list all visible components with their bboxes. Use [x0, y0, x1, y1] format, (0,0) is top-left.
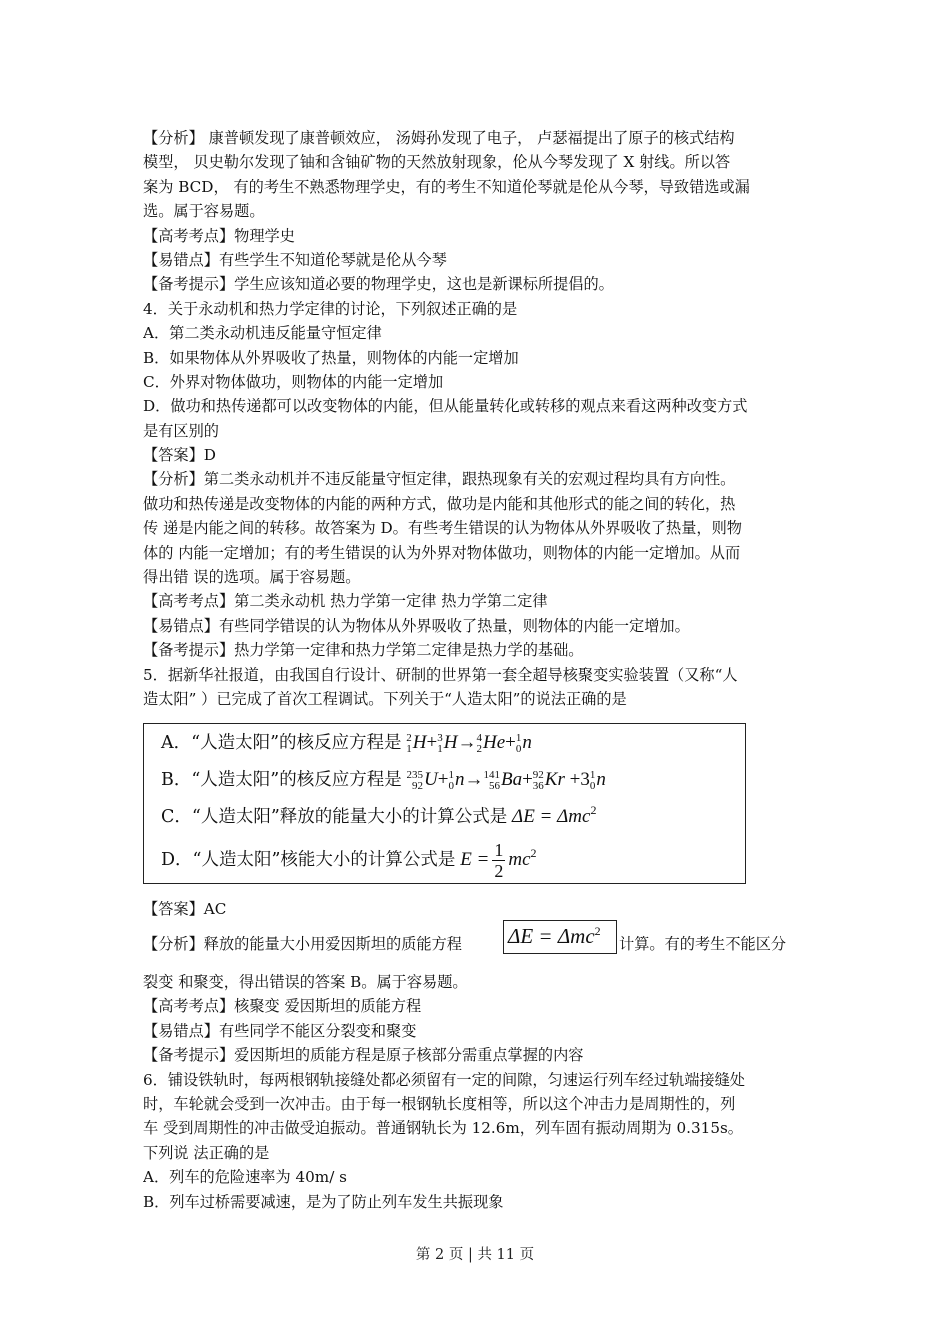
text-line: 【备考提示】爱因斯坦的质能方程是原子核部分需重点掌握的内容 [143, 1046, 584, 1065]
text-line: 【易错点】有些同学错误的认为物体从外界吸收了热量，则物体的内能一定增加。 [143, 616, 690, 635]
text-line: 【分析】第二类永动机并不违反能量守恒定律，跟热现象有关的宏观过程均具有方向性。 [143, 470, 736, 489]
inline-formula-box: ΔE = Δmc$^2$ [503, 920, 617, 954]
text-line: 【备考提示】热力学第一定律和热力学第二定律是热力学的基础。 [143, 641, 584, 660]
text-line: 【高考考点】物理学史 [143, 226, 295, 245]
option-d-text: D．“人造太阳”核能大小的计算公式是 [161, 849, 456, 870]
page-footer: 第 2 页 | 共 11 页 [415, 1247, 535, 1263]
option-b [161, 767, 606, 793]
option-a [161, 730, 532, 756]
option-b-equation: 235 92 U+ 1 0 n→ 141 56 Ba+ 92 36 Kr +3 1 0 n [406, 768, 606, 792]
text-line: 【高考考点】核聚变 爱因斯坦的质能方程 [143, 997, 422, 1016]
option-b-text: B．“人造太阳”的核反应方程是 [161, 770, 402, 790]
text-line: 时，车轮就会受到一次冲击。由于每一根钢轨长度相等，所以这个冲击力是周期性的，列 [143, 1094, 736, 1113]
option-d [161, 840, 537, 881]
text-block-top [143, 126, 807, 711]
question-4-option-d-cont: 是有区别的 [143, 421, 219, 440]
text-line: 【易错点】有些学生不知道伦琴就是伦从今琴 [143, 250, 447, 269]
text-line: 体的 内能一定增加；有的考生错误的认为外界对物体做功，则物体的内能一定增加。从而 [143, 543, 741, 562]
question-4-answer: 【答案】D [143, 446, 216, 465]
text-line: 下列说 法正确的是 [143, 1143, 270, 1162]
text-line: 裂变 和聚变，得出错误的答案 B。属于容易题。 [143, 973, 468, 991]
question-5-stem-cont: 造太阳” ）已完成了首次工程调试。下列关于“人造太阳”的说法正确的是 [143, 689, 627, 708]
text-block-bottom [143, 970, 807, 1214]
text-line: 模型， 贝史勒尔发现了铀和含铀矿物的天然放射现象，伦从今琴发现了 X 射线。所以答 [143, 153, 731, 172]
text-line: 传 递是内能之间的转移。故答案为 D。有些考生错误的认为物体从外界吸收了热量，则物 [143, 519, 742, 538]
analysis-5-text: 【分析】释放的能量大小用爱因斯坦的质能方程 [143, 935, 462, 953]
analysis-5-text-cont: 计算。有的考生不能区分 [619, 935, 787, 953]
text-line: 得出错 误的选项。属于容易题。 [143, 568, 361, 587]
question-4-option-c: C．外界对物体做功，则物体的内能一定增加 [143, 372, 444, 391]
option-a-text: A．“人造太阳”的核反应方程是 [161, 733, 402, 753]
question-6-option-a: A．列车的危险速率为 40m/ s [143, 1168, 347, 1187]
question-5-stem: 5．据新华社报道，由我国自行设计、研制的世界第一套全超导核聚变实验装置（又称“人 [143, 665, 738, 684]
text-line: 【易错点】有些同学不能区分裂变和聚变 [143, 1021, 417, 1040]
question-6-stem: 6．铺设铁轨时，每两根钢轨接缝处都必须留有一定的间隙，匀速运行列车经过轨端接缝处 [143, 1070, 745, 1089]
option-a-equation: 2 1 H+ 3 1 H→ 4 2 He+ 1 0 n [406, 731, 532, 755]
text-line: 车 受到周期性的冲击做受迫振动。普通钢轨长为 12.6m，列车固有振动周期为 0.315s。 [143, 1119, 743, 1138]
question-5-answer: 【答案】AC [143, 900, 227, 918]
text-line: 【高考考点】第二类永动机 热力学第一定律 热力学第二定律 [143, 592, 548, 611]
question-4-option-b: B．如果物体从外界吸收了热量，则物体的内能一定增加 [143, 348, 519, 367]
question-6-option-b: B．列车过桥需要减速，是为了防止列车发生共振现象 [143, 1192, 504, 1211]
question-4-option-d: D．做功和热传递都可以改变物体的内能，但从能量转化或转移的观点来看这两种改变方式 [143, 397, 748, 416]
text-line: 做功和热传递是改变物体的内能的两种方式，做功是内能和其他形式的能之间的转化，热 [143, 494, 736, 513]
option-c [161, 804, 596, 830]
text-line: 【备考提示】学生应该知道必要的物理学史，这也是新课标所提倡的。 [143, 275, 614, 294]
question-4-stem: 4．关于永动机和热力学定律的讨论，下列叙述正确的是 [143, 299, 518, 318]
text-line: 案为 BCD， 有的考生不熟悉物理学史，有的考生不知道伦琴就是伦从今琴，导致错选或漏 [143, 177, 750, 196]
option-c-text: C．“人造太阳”释放的能量大小的计算公式是 [161, 807, 508, 827]
question-4-option-a: A．第二类永动机违反能量守恒定律 [143, 324, 382, 343]
option-d-equation: E = $\frac{1}{2}$ $mc^2$ [460, 840, 537, 881]
option-c-equation: ΔE = Δmc$^2$ [512, 803, 597, 827]
text-line: 选。属于容易题。 [143, 202, 265, 221]
question-5-options-box [143, 723, 746, 884]
text-line: 【分析】 康普顿发现了康普顿效应， 汤姆孙发现了电子， 卢瑟福提出了原子的核式结构 [143, 129, 735, 147]
